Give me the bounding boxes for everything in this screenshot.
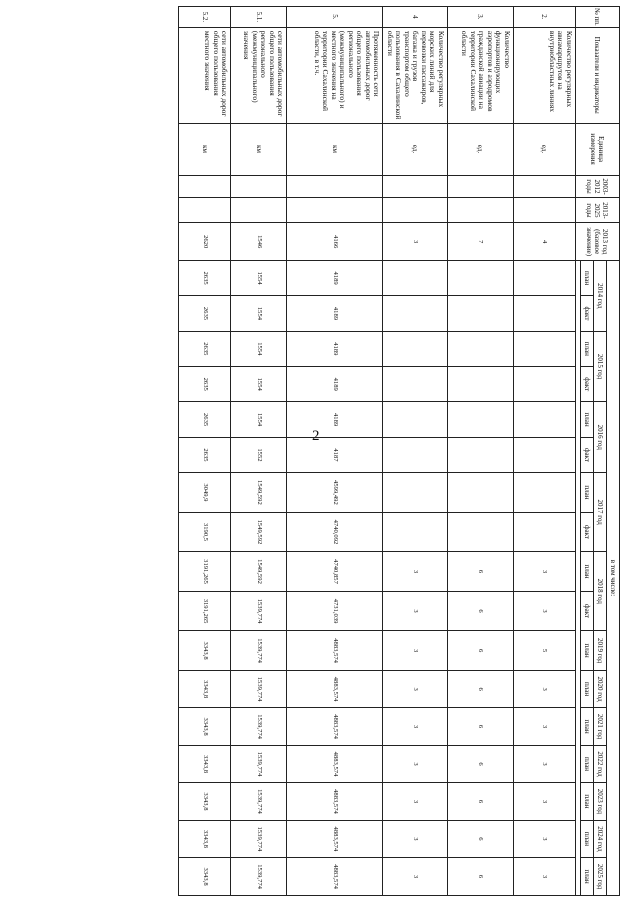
table-row bbox=[383, 7, 448, 896]
table-row bbox=[179, 7, 231, 896]
value-cell: 1554 bbox=[231, 331, 287, 366]
value-cell: 1539,774 bbox=[231, 858, 287, 896]
value-cell: 1552 bbox=[231, 437, 287, 472]
row-number: 4 bbox=[383, 7, 448, 28]
value-cell: 3 bbox=[514, 591, 576, 631]
value-cell: 2635 bbox=[179, 367, 231, 402]
value-cell bbox=[383, 260, 448, 295]
value-cell: 3343,8 bbox=[179, 631, 231, 671]
value-cell bbox=[383, 296, 448, 331]
value-cell: 4189 bbox=[287, 402, 383, 437]
value-cell: 3 bbox=[514, 858, 576, 896]
value-cell: 2635 bbox=[179, 437, 231, 472]
value-cell: 3343,8 bbox=[179, 783, 231, 820]
value-cell: 1549,592 bbox=[231, 552, 287, 592]
value-cell bbox=[514, 331, 576, 366]
header-plan: план bbox=[581, 473, 594, 513]
table-row bbox=[231, 7, 287, 896]
value-cell: 3 bbox=[383, 552, 448, 592]
header-year: 2014 год bbox=[594, 260, 607, 331]
header-base-2013: 2013 год (базовое значение) bbox=[576, 223, 620, 260]
value-cell: 4883,574 bbox=[287, 858, 383, 896]
value-cell: 4883,574 bbox=[287, 745, 383, 782]
value-cell: 1549,592 bbox=[231, 473, 287, 513]
value-cell: 3343,8 bbox=[179, 858, 231, 896]
table-row bbox=[287, 7, 383, 896]
header-year: 2019 год bbox=[594, 631, 607, 671]
value-cell: 3 bbox=[514, 708, 576, 745]
table-row bbox=[514, 7, 576, 896]
value-cell bbox=[448, 260, 514, 295]
value-cell bbox=[514, 260, 576, 295]
value-cell: 1539,774 bbox=[231, 820, 287, 857]
header-fact: факт bbox=[581, 296, 594, 331]
value-cell: 3 bbox=[383, 631, 448, 671]
header-fact: факт bbox=[581, 437, 594, 472]
value-cell: 4883,574 bbox=[287, 631, 383, 671]
value-cell: 6 bbox=[448, 858, 514, 896]
value-cell: 6 bbox=[448, 631, 514, 671]
row-number: 5.1. bbox=[231, 7, 287, 28]
header-year: 2021 год bbox=[594, 708, 607, 745]
row-number: 2. bbox=[514, 7, 576, 28]
value-cell bbox=[383, 473, 448, 513]
value-cell: 3 bbox=[383, 745, 448, 782]
value-cell: 1546 bbox=[231, 223, 287, 260]
empty-cell bbox=[231, 198, 287, 223]
value-cell: 3343,8 bbox=[179, 670, 231, 707]
empty-cell bbox=[179, 198, 231, 223]
value-cell: 3 bbox=[514, 783, 576, 820]
empty-cell bbox=[383, 175, 448, 198]
value-cell bbox=[514, 473, 576, 513]
header-year: 2023 год bbox=[594, 783, 607, 820]
value-cell: 6 bbox=[448, 820, 514, 857]
value-cell: 3 bbox=[383, 591, 448, 631]
value-cell: 3 bbox=[514, 820, 576, 857]
unit-cell: ед. bbox=[514, 123, 576, 175]
value-cell: 4883,574 bbox=[287, 708, 383, 745]
value-cell: 3 bbox=[383, 858, 448, 896]
header-plan: план bbox=[581, 552, 594, 592]
value-cell: 4189 bbox=[287, 260, 383, 295]
header-plan: план bbox=[581, 631, 594, 671]
value-cell: 6 bbox=[448, 591, 514, 631]
unit-cell: км bbox=[231, 123, 287, 175]
header-plan: план bbox=[581, 745, 594, 782]
indicator-name: Количество функционирующих аэропортов и аэродромов гражданской авиации на территории Сахалинской области bbox=[448, 27, 514, 123]
unit-cell: ед. bbox=[383, 123, 448, 175]
value-cell: 4166 bbox=[287, 223, 383, 260]
value-cell: 1554 bbox=[231, 367, 287, 402]
header-year: 2022 год bbox=[594, 745, 607, 782]
table-row bbox=[448, 7, 514, 896]
value-cell: 4883,574 bbox=[287, 670, 383, 707]
header-year: 2025 год bbox=[594, 858, 607, 896]
value-cell bbox=[448, 402, 514, 437]
value-cell: 4599,492 bbox=[287, 473, 383, 513]
table-body bbox=[179, 7, 576, 896]
indicator-name: Количество регулярных авиамаршрутов на внутриобластных линиях bbox=[514, 27, 576, 123]
header-2003-2012: 2003-2012 годы bbox=[576, 175, 620, 198]
value-cell: 4 bbox=[514, 223, 576, 260]
value-cell: 2635 bbox=[179, 260, 231, 295]
row-number: 5. bbox=[287, 7, 383, 28]
value-cell: 6 bbox=[448, 670, 514, 707]
value-cell: 7 bbox=[448, 223, 514, 260]
empty-cell bbox=[179, 175, 231, 198]
value-cell bbox=[383, 437, 448, 472]
value-cell: 3 bbox=[383, 783, 448, 820]
header-year: 2024 год bbox=[594, 820, 607, 857]
rotated-table-container bbox=[150, 6, 620, 896]
value-cell bbox=[448, 296, 514, 331]
value-cell: 4740,857 bbox=[287, 552, 383, 592]
header-plan: план bbox=[581, 260, 594, 295]
value-cell bbox=[448, 331, 514, 366]
value-cell: 3190,5 bbox=[179, 512, 231, 552]
row-number: 5.2. bbox=[179, 7, 231, 28]
unit-cell: ед. bbox=[448, 123, 514, 175]
header-plan: план bbox=[581, 331, 594, 366]
value-cell: 2635 bbox=[179, 296, 231, 331]
header-year: 2020 год bbox=[594, 670, 607, 707]
value-cell: 4189 bbox=[287, 367, 383, 402]
value-cell: 3191,265 bbox=[179, 552, 231, 592]
value-cell bbox=[448, 367, 514, 402]
value-cell bbox=[514, 512, 576, 552]
indicator-name: сети автомобильных дорог общего пользования местного значения bbox=[179, 27, 231, 123]
value-cell bbox=[514, 402, 576, 437]
value-cell: 3 bbox=[514, 745, 576, 782]
value-cell: 3 bbox=[383, 708, 448, 745]
value-cell: 1539,774 bbox=[231, 670, 287, 707]
value-cell: 6 bbox=[448, 783, 514, 820]
page-number: 2 bbox=[312, 428, 320, 444]
header-fact: факт bbox=[581, 367, 594, 402]
empty-cell bbox=[514, 175, 576, 198]
empty-cell bbox=[448, 198, 514, 223]
value-cell: 3 bbox=[383, 670, 448, 707]
unit-cell: км bbox=[287, 123, 383, 175]
value-cell bbox=[383, 367, 448, 402]
header-plan: план bbox=[581, 402, 594, 437]
value-cell bbox=[448, 473, 514, 513]
header-2013-2025: 2013-2025 годы bbox=[576, 198, 620, 223]
value-cell bbox=[514, 437, 576, 472]
value-cell: 6 bbox=[448, 708, 514, 745]
header-unit: Единица измерения bbox=[576, 123, 620, 175]
empty-cell bbox=[287, 175, 383, 198]
header-in-that-number: в том числе: bbox=[607, 260, 620, 895]
value-cell: 4189 bbox=[287, 296, 383, 331]
value-cell: 1554 bbox=[231, 402, 287, 437]
empty-cell bbox=[287, 198, 383, 223]
value-cell: 3343,8 bbox=[179, 745, 231, 782]
value-cell: 6 bbox=[448, 552, 514, 592]
value-cell: 3 bbox=[383, 820, 448, 857]
row-number: 3. bbox=[448, 7, 514, 28]
value-cell: 4883,574 bbox=[287, 783, 383, 820]
empty-cell bbox=[231, 175, 287, 198]
value-cell: 3343,8 bbox=[179, 708, 231, 745]
header-plan: план bbox=[581, 858, 594, 896]
indicator-name: Протяженность сети автомобильных дорог общего пользования регионального (межмуниципального) и местного значения на территории Сахалинской области, в т.ч. bbox=[287, 27, 383, 123]
value-cell: 4740,092 bbox=[287, 512, 383, 552]
value-cell bbox=[514, 296, 576, 331]
value-cell: 3 bbox=[514, 670, 576, 707]
value-cell: 1554 bbox=[231, 260, 287, 295]
value-cell: 3 bbox=[514, 552, 576, 592]
header-year: 2015 год bbox=[594, 331, 607, 402]
empty-cell bbox=[448, 175, 514, 198]
header-no: № пп. bbox=[576, 7, 620, 28]
header-plan: план bbox=[581, 670, 594, 707]
value-cell bbox=[514, 367, 576, 402]
header-plan: план bbox=[581, 708, 594, 745]
indicators-table bbox=[179, 6, 621, 896]
value-cell: 1549,592 bbox=[231, 512, 287, 552]
value-cell: 3 bbox=[383, 223, 448, 260]
header-plan: план bbox=[581, 820, 594, 857]
value-cell: 2620 bbox=[179, 223, 231, 260]
value-cell: 4187 bbox=[287, 437, 383, 472]
header-year: 2018 год bbox=[594, 552, 607, 631]
indicator-name: Количество регулярных морских линий для перевозки пассажиров, багажа и грузов транспортом общего пользования в Сахалинской области bbox=[383, 27, 448, 123]
indicator-name: сети автомобильных дорог общего пользования регионального (межмуниципального) значения bbox=[231, 27, 287, 123]
value-cell bbox=[383, 331, 448, 366]
header-fact: факт bbox=[581, 512, 594, 552]
value-cell: 5 bbox=[514, 631, 576, 671]
value-cell bbox=[383, 402, 448, 437]
value-cell: 2635 bbox=[179, 331, 231, 366]
value-cell: 4883,574 bbox=[287, 820, 383, 857]
header-indicator: Показатели и индикаторы bbox=[576, 27, 620, 123]
value-cell: 4731,039 bbox=[287, 591, 383, 631]
header-year: 2016 год bbox=[594, 402, 607, 473]
value-cell bbox=[448, 512, 514, 552]
header-year: 2017 год bbox=[594, 473, 607, 552]
value-cell bbox=[448, 437, 514, 472]
value-cell: 3343,8 bbox=[179, 820, 231, 857]
value-cell: 2635 bbox=[179, 402, 231, 437]
header-plan: план bbox=[581, 783, 594, 820]
value-cell: 1554 bbox=[231, 296, 287, 331]
value-cell: 3191,265 bbox=[179, 591, 231, 631]
value-cell: 1539,774 bbox=[231, 745, 287, 782]
empty-cell bbox=[514, 198, 576, 223]
value-cell: 1539,774 bbox=[231, 631, 287, 671]
value-cell: 3049,9 bbox=[179, 473, 231, 513]
value-cell: 6 bbox=[448, 745, 514, 782]
value-cell: 4189 bbox=[287, 331, 383, 366]
header-fact: факт bbox=[581, 591, 594, 631]
value-cell bbox=[383, 512, 448, 552]
value-cell: 1539,774 bbox=[231, 708, 287, 745]
empty-cell bbox=[383, 198, 448, 223]
unit-cell: км bbox=[179, 123, 231, 175]
value-cell: 1539,774 bbox=[231, 783, 287, 820]
value-cell: 1539,774 bbox=[231, 591, 287, 631]
